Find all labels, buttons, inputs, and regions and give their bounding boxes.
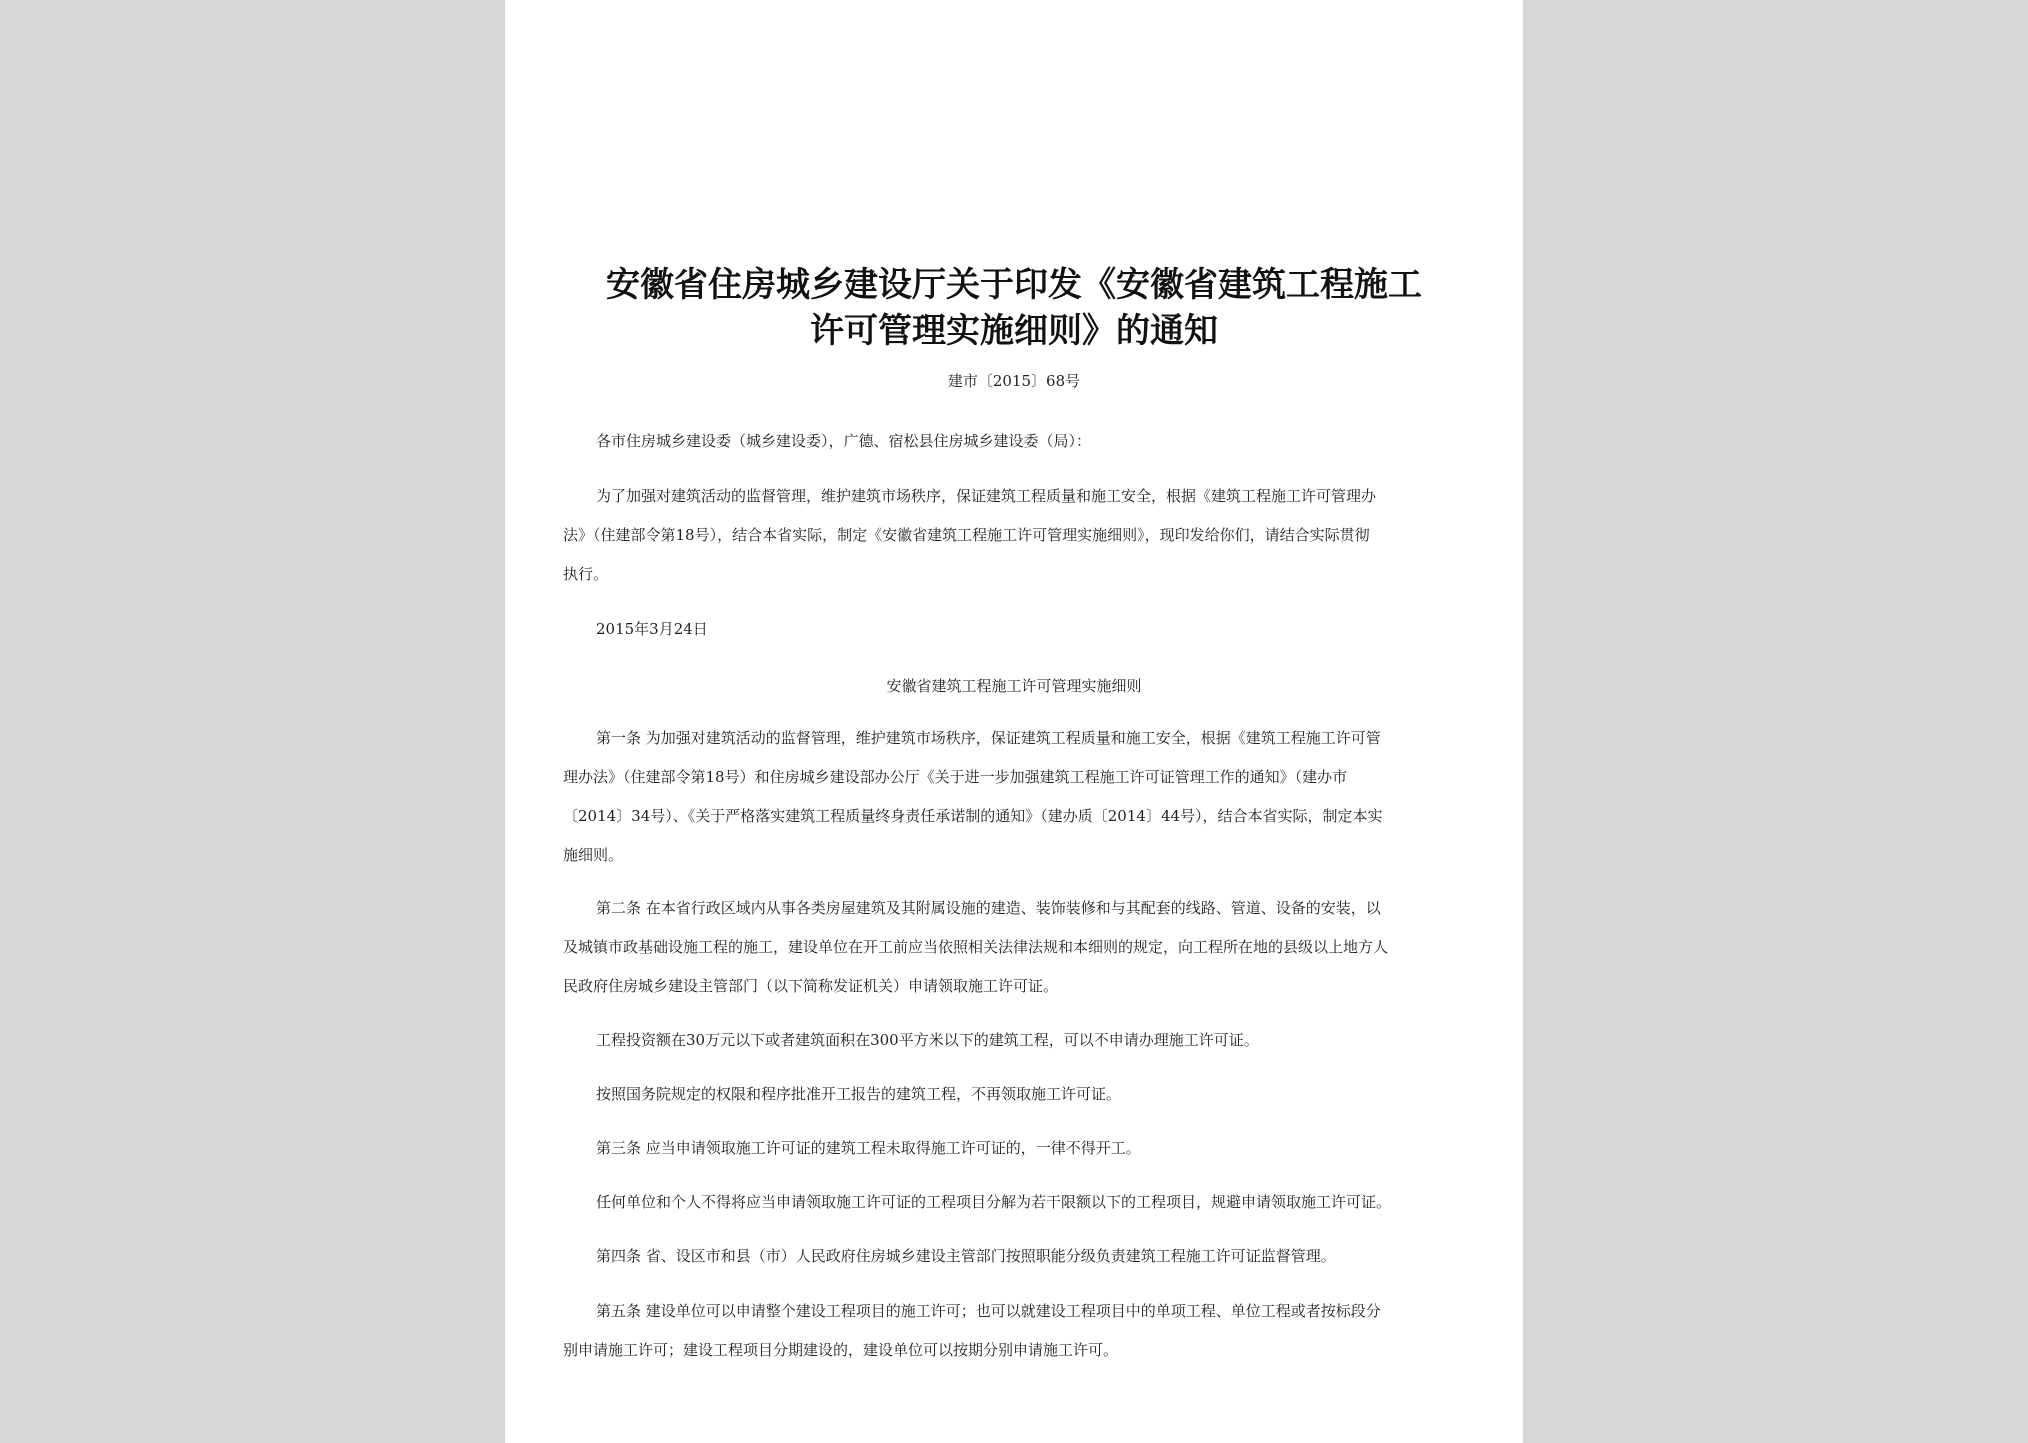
document-title-line-2: 许可管理实施细则》的通知 [810,311,1218,351]
article-2-line: 第二条 在本省行政区域内从事各类房屋建筑及其附属设施的建造、装饰装修和与其配套的线路、管道、设备的安装，以 [596,899,1381,917]
document-page [505,0,1523,1443]
article-1 [563,719,1468,875]
no-split-text: 任何单位和个人不得将应当申请领取施工许可证的工程项目分解为若干限额以下的工程项目，规避申请领取施工许可证。 [596,1193,1392,1211]
investment-text: 工程投资额在30万元以下或者建筑面积在300平方米以下的建筑工程，可以不申请办理施工许可证。 [596,1031,1259,1049]
intro-line: 执行。 [563,565,609,583]
no-split-paragraph [563,1183,1468,1222]
article-1-line: 施细则。 [563,846,624,864]
state-council-paragraph [563,1075,1468,1114]
article-1-line: 第一条 为加强对建筑活动的监督管理，维护建筑市场秩序，保证建筑工程质量和施工安全，根据《建筑工程施工许可管 [596,729,1381,747]
article-4-text: 第四条 省、设区市和县（市）人民政府住房城乡建设主管部门按照职能分级负责建筑工程施工许可证监督管理。 [596,1247,1336,1265]
state-council-text: 按照国务院规定的权限和程序批准开工报告的建筑工程，不再领取施工许可证。 [596,1085,1122,1103]
intro-paragraph [563,477,1468,594]
article-2-line: 民政府住房城乡建设主管部门（以下简称发证机关）申请领取施工许可证。 [563,977,1059,995]
salutation-text: 各市住房城乡建设委（城乡建设委），广德、宿松县住房城乡建设委（局）： [596,432,1092,450]
salutation [563,422,1468,461]
article-5 [563,1292,1468,1370]
document-title-line-1: 安徽省住房城乡建设厅关于印发《安徽省建筑工程施工 [606,265,1422,305]
investment-paragraph [563,1021,1468,1060]
article-5-line: 别申请施工许可；建设工程项目分期建设的，建设单位可以按期分别申请施工许可。 [563,1341,1119,1359]
article-4 [563,1237,1468,1276]
article-5-line: 第五条 建设单位可以申请整个建设工程项目的施工许可；也可以就建设工程项目中的单项工程、单位工程或者按标段分 [596,1302,1381,1320]
document-number: 建市〔2015〕68号 [947,372,1081,390]
rules-heading: 安徽省建筑工程施工许可管理实施细则 [886,677,1142,695]
issue-date [563,610,1468,649]
article-3 [563,1129,1468,1168]
article-1-line: 理办法》（住建部令第18号）和住房城乡建设部办公厅《关于进一步加强建筑工程施工许可证管理工作的通知》（建办市 [563,768,1348,786]
intro-line: 为了加强对建筑活动的监督管理，维护建筑市场秩序，保证建筑工程质量和施工安全，根据《建筑工程施工许可管理办 [596,487,1377,505]
article-2-line: 及城镇市政基础设施工程的施工，建设单位在开工前应当依照相关法律法规和本细则的规定，向工程所在地的县级以上地方人 [563,938,1389,956]
article-2 [563,889,1468,1006]
article-3-text: 第三条 应当申请领取施工许可证的建筑工程未取得施工许可证的，一律不得开工。 [596,1139,1141,1157]
issue-date-text: 2015年3月24日 [596,620,708,638]
intro-line: 法》（住建部令第18号），结合本省实际，制定《安徽省建筑工程施工许可管理实施细则》，现印发给你们，请结合实际贯彻 [563,526,1370,544]
article-1-line: 〔2014〕34号）、《关于严格落实建筑工程质量终身责任承诺制的通知》（建办质〔2014〕44号），结合本省实际，制定本实 [563,807,1383,825]
